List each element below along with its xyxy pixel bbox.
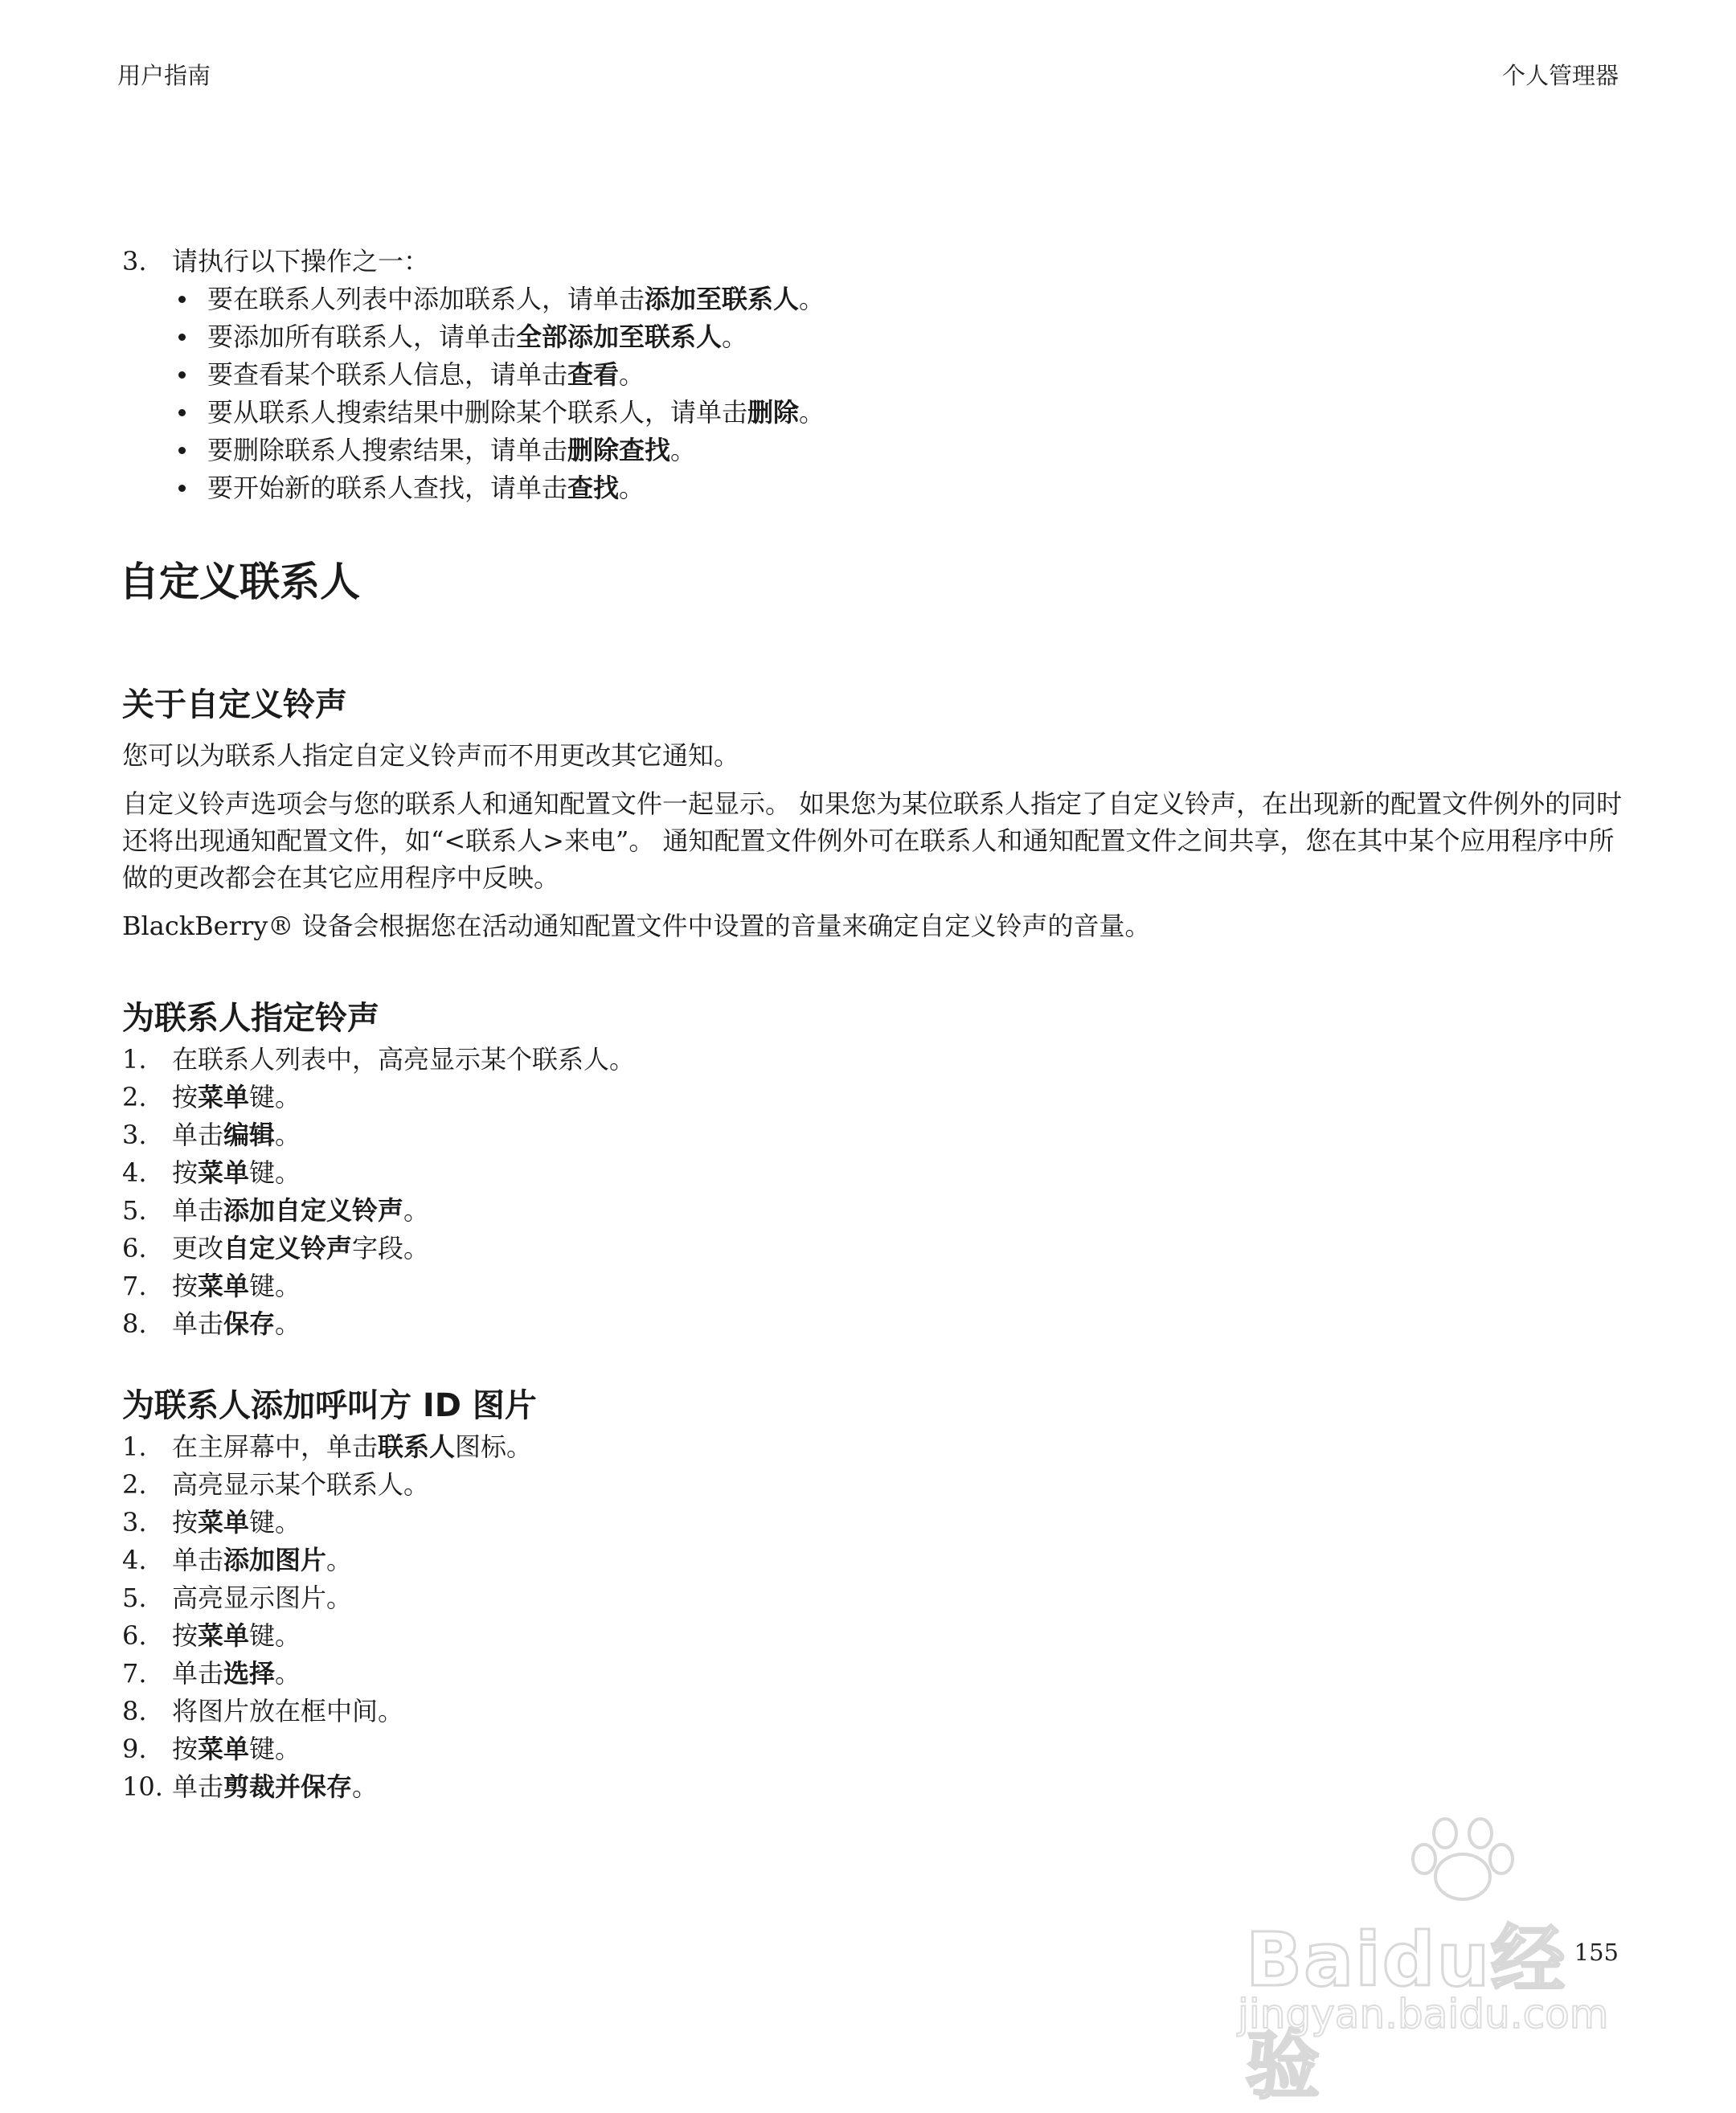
step-text: 按 [172, 1082, 199, 1112]
step-text: 键。 [249, 1734, 301, 1764]
step-text: 单击 [172, 1545, 224, 1575]
step-text: 键。 [249, 1620, 301, 1651]
running-header-right: 个人管理器 [1501, 62, 1619, 89]
baidu-watermark [1222, 1812, 1640, 2109]
step-number: 10. [122, 1771, 163, 1802]
step-text: 键。 [249, 1271, 301, 1301]
ui-term: 添加图片 [223, 1545, 327, 1575]
step-number: 4. [122, 1545, 147, 1575]
step-number: 3. [122, 1120, 147, 1150]
step-number: 3. [122, 246, 147, 276]
list-item [122, 1655, 1633, 1693]
step-text: 在联系人列表中，高亮显示某个联系人。 [172, 1044, 636, 1075]
step-number: 1. [122, 1431, 147, 1462]
step-text: 单击 [172, 1120, 224, 1150]
paragraph: 您可以为联系人指定自定义铃声而不用更改其它通知。 [122, 740, 740, 771]
ui-term: 查找 [567, 473, 620, 503]
running-header-left: 用户指南 [117, 62, 211, 89]
item-text: 。 [670, 435, 697, 465]
step-number: 9. [122, 1734, 147, 1764]
list-item [122, 243, 1633, 281]
step-text: 按 [172, 1157, 199, 1188]
section-add-picture [122, 1383, 1633, 1806]
paragraph: BlackBerry® 设备会根据您在活动通知配置文件中设置的音量来确定自定义铃声的音量。 [122, 911, 1151, 941]
list-item [122, 1116, 1633, 1154]
list-item [172, 469, 1633, 507]
ui-term: 菜单 [198, 1271, 250, 1301]
bullet-icon [178, 296, 186, 303]
ui-term: 菜单 [198, 1157, 250, 1188]
list-item [122, 1542, 1633, 1579]
step-text: 字段。 [352, 1233, 430, 1263]
bullet-list [122, 281, 1633, 507]
list-item [172, 281, 1633, 318]
item-text: 。 [799, 284, 825, 314]
list-item [122, 1768, 1633, 1806]
step-text: 键。 [249, 1507, 301, 1538]
step-list [122, 1041, 1633, 1343]
step-number: 5. [122, 1195, 147, 1226]
step-text: 按 [172, 1507, 199, 1538]
list-item [172, 318, 1633, 356]
ui-term: 删除查找 [567, 435, 671, 465]
list-item [122, 1267, 1633, 1305]
list-item [172, 356, 1633, 394]
list-item [172, 432, 1633, 469]
page-content [119, 243, 1633, 1806]
step-number: 2. [122, 1082, 147, 1112]
step-text: 按 [172, 1734, 199, 1764]
step-text: 。 [275, 1658, 301, 1689]
step-text: 请执行以下操作之一： [172, 246, 430, 276]
list-item [122, 1305, 1633, 1343]
bullet-icon [178, 334, 186, 341]
list-item [122, 1230, 1633, 1267]
step-number: 7. [122, 1271, 147, 1301]
bullet-icon [178, 485, 186, 492]
list-item [122, 1154, 1633, 1192]
list-item [122, 1693, 1633, 1730]
step-number: 3. [122, 1507, 147, 1538]
step-text: 将图片放在框中间。 [172, 1696, 404, 1726]
bullet-icon [178, 447, 186, 454]
ui-term: 菜单 [198, 1082, 250, 1112]
item-text: 。 [722, 321, 748, 352]
item-text: 要添加所有联系人，请单击 [207, 321, 517, 352]
ui-term: 剪裁并保存 [223, 1771, 353, 1802]
step-number: 2. [122, 1469, 147, 1500]
ui-term: 自定义铃声 [223, 1233, 353, 1263]
watermark-url: jingyan.baidu.com [1238, 1991, 1609, 2037]
list-item [122, 1579, 1633, 1617]
main-heading: 自定义联系人 [119, 559, 360, 605]
bullet-icon [178, 409, 186, 416]
ui-term: 菜单 [198, 1734, 250, 1764]
item-text: 要从联系人搜索结果中删除某个联系人，请单击 [207, 397, 748, 428]
ui-term: 查看 [567, 359, 620, 390]
page-number: 155 [1574, 1939, 1619, 1966]
item-text: 要删除联系人搜索结果，请单击 [207, 435, 568, 465]
step-text: 。 [326, 1545, 353, 1575]
step-list [122, 1428, 1633, 1806]
list-item [122, 1192, 1633, 1230]
step-text: 。 [403, 1195, 430, 1226]
section-heading: 为联系人添加呼叫方 ID 图片 [122, 1387, 537, 1424]
step-text: 图标。 [455, 1431, 533, 1462]
section-assign-ringtone [122, 996, 1633, 1343]
step-text: 按 [172, 1271, 199, 1301]
section-about-ringtone [122, 682, 1633, 944]
ui-term: 联系人 [378, 1431, 456, 1462]
step-text: 键。 [249, 1157, 301, 1188]
item-text: 要开始新的联系人查找，请单击 [207, 473, 568, 503]
item-text: 要查看某个联系人信息，请单击 [207, 359, 568, 390]
step-number: 8. [122, 1696, 147, 1726]
ui-term: 编辑 [223, 1120, 276, 1150]
step-text: 按 [172, 1620, 199, 1651]
step-text: 高亮显示某个联系人。 [172, 1469, 430, 1500]
step-number: 8. [122, 1308, 147, 1339]
list-item [122, 1079, 1633, 1116]
step-text: 单击 [172, 1771, 224, 1802]
list-item [122, 1617, 1633, 1655]
ui-term: 添加自定义铃声 [223, 1195, 404, 1226]
step-number: 7. [122, 1658, 147, 1689]
list-item [122, 1428, 1633, 1466]
ui-term: 添加至联系人 [645, 284, 800, 314]
step-text: 单击 [172, 1308, 224, 1339]
ui-term: 保存 [223, 1308, 276, 1339]
watermark-logo: Baidu经验 [1246, 1917, 1567, 2109]
step-number: 6. [122, 1620, 147, 1651]
list-item [122, 1466, 1633, 1504]
item-text: 。 [619, 473, 645, 503]
step-text: 。 [275, 1308, 301, 1339]
ui-term: 选择 [223, 1658, 276, 1689]
step-number: 5. [122, 1583, 147, 1613]
item-text: 。 [799, 397, 825, 428]
section-heading: 关于自定义铃声 [122, 686, 347, 723]
step-text: 单击 [172, 1658, 224, 1689]
item-text: 。 [619, 359, 645, 390]
step-list-options [122, 243, 1633, 281]
item-text: 要在联系人列表中添加联系人，请单击 [207, 284, 645, 314]
section-heading: 为联系人指定铃声 [122, 1000, 379, 1037]
ui-term: 菜单 [198, 1507, 250, 1538]
step-number: 4. [122, 1157, 147, 1188]
step-number: 1. [122, 1044, 147, 1075]
ui-term: 删除 [747, 397, 800, 428]
step-text: 高亮显示图片。 [172, 1583, 353, 1613]
step-text: 更改 [172, 1233, 224, 1263]
step-text: 键。 [249, 1082, 301, 1112]
list-item [172, 394, 1633, 432]
step-text: 。 [352, 1771, 379, 1802]
list-item [122, 1730, 1633, 1768]
paw-icon [1382, 1812, 1543, 1909]
list-item [122, 1504, 1633, 1542]
list-item [122, 1041, 1633, 1079]
step-text: 。 [275, 1120, 301, 1150]
bullet-icon [178, 371, 186, 379]
ui-term: 全部添加至联系人 [516, 321, 723, 352]
step-text: 在主屏幕中，单击 [172, 1431, 379, 1462]
step-text: 单击 [172, 1195, 224, 1226]
paragraph: 自定义铃声选项会与您的联系人和通知配置文件一起显示。 如果您为某位联系人指定了自定义铃声，在出现新的配置文件例外的同时还将出现通知配置文件，如“<联系人>来电”。 通知配置文件例外可在联系人和通知配置文件之间共享，您在其中某个应用程序中所做的更改都会在其它应用程序中反映。 [122, 788, 1623, 893]
step-number: 6. [122, 1233, 147, 1263]
ui-term: 菜单 [198, 1620, 250, 1651]
